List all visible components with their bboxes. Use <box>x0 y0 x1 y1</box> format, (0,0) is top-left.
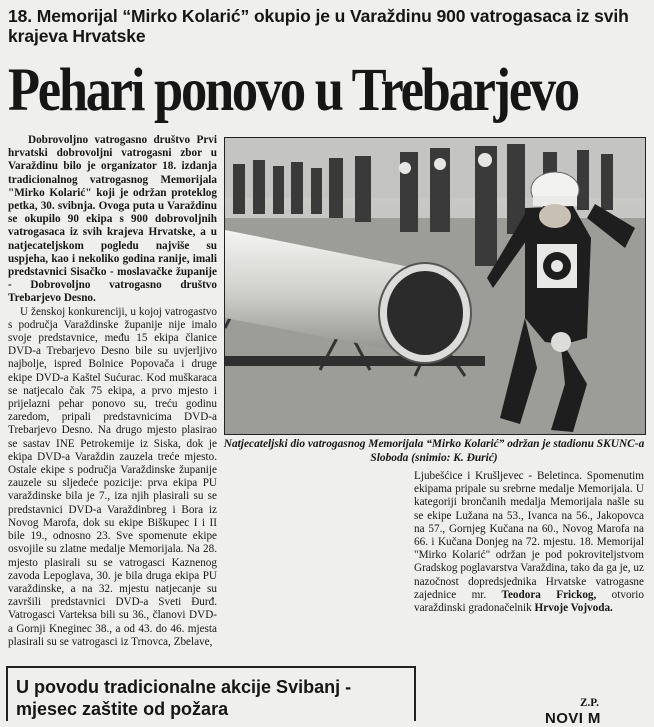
bottom-article-headline: U povodu tradicionalne akcije Svibanj - mjesec zaštite od požara <box>16 677 352 719</box>
firefighter-photo <box>224 137 646 435</box>
article-signature: Z.P. <box>580 697 599 709</box>
photo-caption: Natjecateljski dio vatrogasnog Memorijala “Mirko Kolarić” održan je stadionu SKUNC-a Sloboda (snimio: K. Đurić) <box>223 438 645 464</box>
article-column-3 <box>414 470 644 615</box>
article-person-name-2: Hrvoje Vojvoda. <box>534 602 613 615</box>
article-paragraph-3-text: Ljubešćice i Krušljevec - Beletinca. Spomenutim ekipama pripale su srebrne medalje Memorijala. U kategoriji brončanih medalja Memorijala našle su se ekipe Lužana na 53., Ivanca na 56., Jakopovca na 57., Gornjeg Kučana na 60., Novog Marofa na 66. i Kučana Donjeg na 72. mjestu. 18. Memorijal "Mirko Kolarić" održan je pod pokroviteljstvom Gradskog poglavarstva Varaždina, tako da ga je, uz nazočnost dopredsjednika Hrvatske vatrogasne zajednice mr. <box>414 470 644 601</box>
article-lead: Dobrovoljno vatrogasno društvo Prvi hrvatski dobrovoljni vatrogasni zbor u Varaždinu bilo je organizator 18. izdanja tradicionalnog vatrogasnog Memorijala "Mirko Kolarić" koji je održan proteklog petka, 30. svibnja. Ovoga puta u Varaždinu se okupilo 90 ekipa s 900 dobrovoljnih vatrogasaca iz svih krajeva Hrvatske, a u natjecateljskom pogledu najviše su uspjeha, kao i nekoliko godina ranije, imali predstavnici Sisačko - moslavačke županije - Dobrovoljno vatrogasno društvo Trebarjevo Desno. <box>8 134 217 305</box>
article-headline: Pehari ponovo u Trebarjevo <box>8 57 578 124</box>
article-paragraph-2: U ženskoj konkurenciji, u kojoj vatrogastvo s područja Varaždinske županije nije imalo svoje predstavnice, među 15 ekipa članice DVD-a Trebarjevo Desno bile su uvjerljivo najbolje, ispred Bolnice Popovača i druge ekipe DVD-a Kaštel Sućurac. Kod muškaraca se natjecalo čak 75 ekipa, a prvo mjesto i prijelazni pehar ponovo su, treću godinu zaredom, pripali predstavnicima DVD-a Trebarjevo Desno. Na drugo mjesto plasirao se sastav INE Petrokemije iz Siska, dok je ekipa DVD-a Varaždin zauzela treće mjesto. Ostale ekipe s područja Varaždinske županije zauzele su sljedeće pozicije: prva ekipa PU varaždinske bila je 7., iza njih plasirali su se predstavnici DVD-a Varaždinbreg i Bora iz Novog Marofa, dok su ekipe Biškupec I i II bile 19., odnosno 23. Sve spomenute ekipe osvojile su zlatne medalje Memorijala. Na 28. mjesto plasirali su se vatrogasci Kaznenog zavoda Lepoglava, 30. je bila druga ekipa PU varaždinske, a na 32. mjestu natjecanje su završili predstavnici DVD-a Sveti Đurđ. Vatrogasci Varteksa bili su 36., članovi DVD-a Gornji Kneginec 38., a od 43. do 46. mjesta plasirali su se vatrogasci iz Trnovca, Zbelave, <box>8 305 217 648</box>
article-kicker: 18. Memorijal “Mirko Kolarić” okupio je u Varaždinu 900 vatrogasaca iz svih krajeva Hrvatske <box>8 6 629 46</box>
firefighter-photo-illustration <box>225 138 645 434</box>
article-paragraph-3-mid: otvorio varaždinski gradonačelnik <box>414 588 644 615</box>
article-column-1 <box>8 134 217 649</box>
article-person-name-1: Teodora Frickog, <box>501 588 597 601</box>
next-article-headline: NOVI M <box>545 710 601 727</box>
article-paragraph-3 <box>414 470 644 615</box>
